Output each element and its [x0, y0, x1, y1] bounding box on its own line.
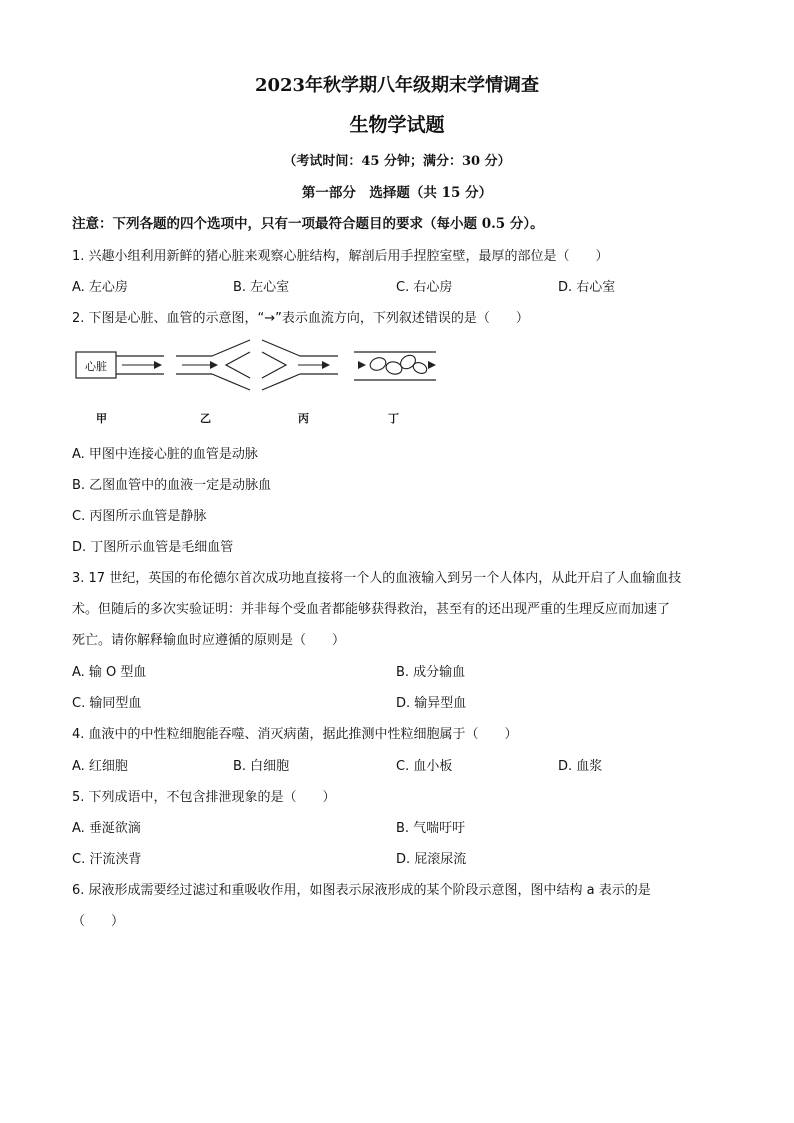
- q6-stem-line-1: 6. 尿液形成需要经过滤过和重吸收作用，如图表示尿液形成的某个阶段示意图，图中结构 a 表示的是: [72, 883, 651, 898]
- q5-option-a: A. 垂涎欲滴: [72, 821, 141, 836]
- q4-option-d: D. 血浆: [558, 759, 603, 774]
- vessel-diagram: [72, 338, 442, 402]
- diagram-label-bing: 丙: [298, 412, 309, 425]
- exam-title: 2023年秋学期八年级期末学情调查: [254, 75, 540, 96]
- q2-stem: 2. 下图是心脏、血管的示意图，“→”表示血流方向，下列叙述错误的是（ ）: [72, 311, 529, 326]
- q2-option-d: D. 丁图所示血管是毛细血管: [72, 540, 234, 555]
- q1-option-a: A. 左心房: [72, 280, 128, 295]
- q4-option-c: C. 血小板: [396, 759, 453, 774]
- red-blood-cell: [398, 352, 418, 371]
- q3-option-c: C. 输同型血: [72, 696, 142, 711]
- q3-stem-line-2: 术。但随后的多次实验证明：并非每个受血者都能够获得救治，甚至有的还出现严重的生理反应而加速了: [72, 602, 671, 617]
- q2-option-c: C. 丙图所示血管是静脉: [72, 509, 207, 524]
- q3-option-b: B. 成分输血: [396, 665, 466, 680]
- q5-option-c: C. 汗流浃背: [72, 852, 142, 867]
- diagram-label-ding: 丁: [388, 412, 399, 425]
- q5-stem: 5. 下列成语中，不包含排泄现象的是（ ）: [72, 790, 336, 805]
- q3-stem-line-3: 死亡。请你解释输血时应遵循的原则是（ ）: [72, 633, 346, 648]
- notice: 注意：下列各题的四个选项中，只有一项最符合题目的要求（每小题 0.5 分）。: [72, 216, 544, 232]
- q4-stem: 4. 血液中的中性粒细胞能吞噬、消灭病菌，据此推测中性粒细胞属于（ ）: [72, 727, 518, 742]
- diagram-label-jia: 甲: [96, 412, 107, 425]
- diagram-label-yi: 乙: [200, 412, 211, 425]
- q3-option-a: A. 输 O 型血: [72, 665, 147, 680]
- q2-option-b: B. 乙图血管中的血液一定是动脉血: [72, 478, 272, 493]
- q2-option-a: A. 甲图中连接心脏的血管是动脉: [72, 447, 258, 462]
- exam-info: （考试时间：45 分钟；满分：30 分）: [283, 154, 511, 169]
- q3-stem-line-1: 3. 17 世纪，英国的布伦德尔首次成功地直接将一个人的血液输入到另一个人体内，从此开启了人血输血技: [72, 571, 682, 586]
- arrow-icon: [210, 361, 218, 369]
- arrow-icon: [358, 361, 366, 369]
- subject-title: 生物学试题: [349, 114, 445, 136]
- red-blood-cell: [412, 361, 429, 376]
- section-heading: 第一部分 选择题（共 15 分）: [301, 185, 493, 201]
- q4-option-b: B. 白细胞: [233, 759, 290, 774]
- arrow-icon: [428, 361, 436, 369]
- q4-option-a: A. 红细胞: [72, 759, 128, 774]
- q5-option-b: B. 气喘吁吁: [396, 821, 466, 836]
- q1-option-c: C. 右心房: [396, 280, 453, 295]
- q3-option-d: D. 输异型血: [396, 696, 467, 711]
- red-blood-cell: [368, 356, 387, 373]
- arrow-icon: [322, 361, 330, 369]
- vessel-diagram-svg: [72, 338, 442, 398]
- q1-option-d: D. 右心室: [558, 280, 616, 295]
- arrow-icon: [154, 361, 162, 369]
- q1-option-b: B. 左心室: [233, 280, 290, 295]
- q6-stem-line-2: （ ）: [72, 914, 125, 929]
- heart-label: 心脏: [85, 360, 107, 373]
- q5-option-d: D. 屁滚尿流: [396, 852, 467, 867]
- q1-stem: 1. 兴趣小组利用新鲜的猪心脏来观察心脏结构，解剖后用手捏腔室壁，最厚的部位是（ ）: [72, 249, 609, 264]
